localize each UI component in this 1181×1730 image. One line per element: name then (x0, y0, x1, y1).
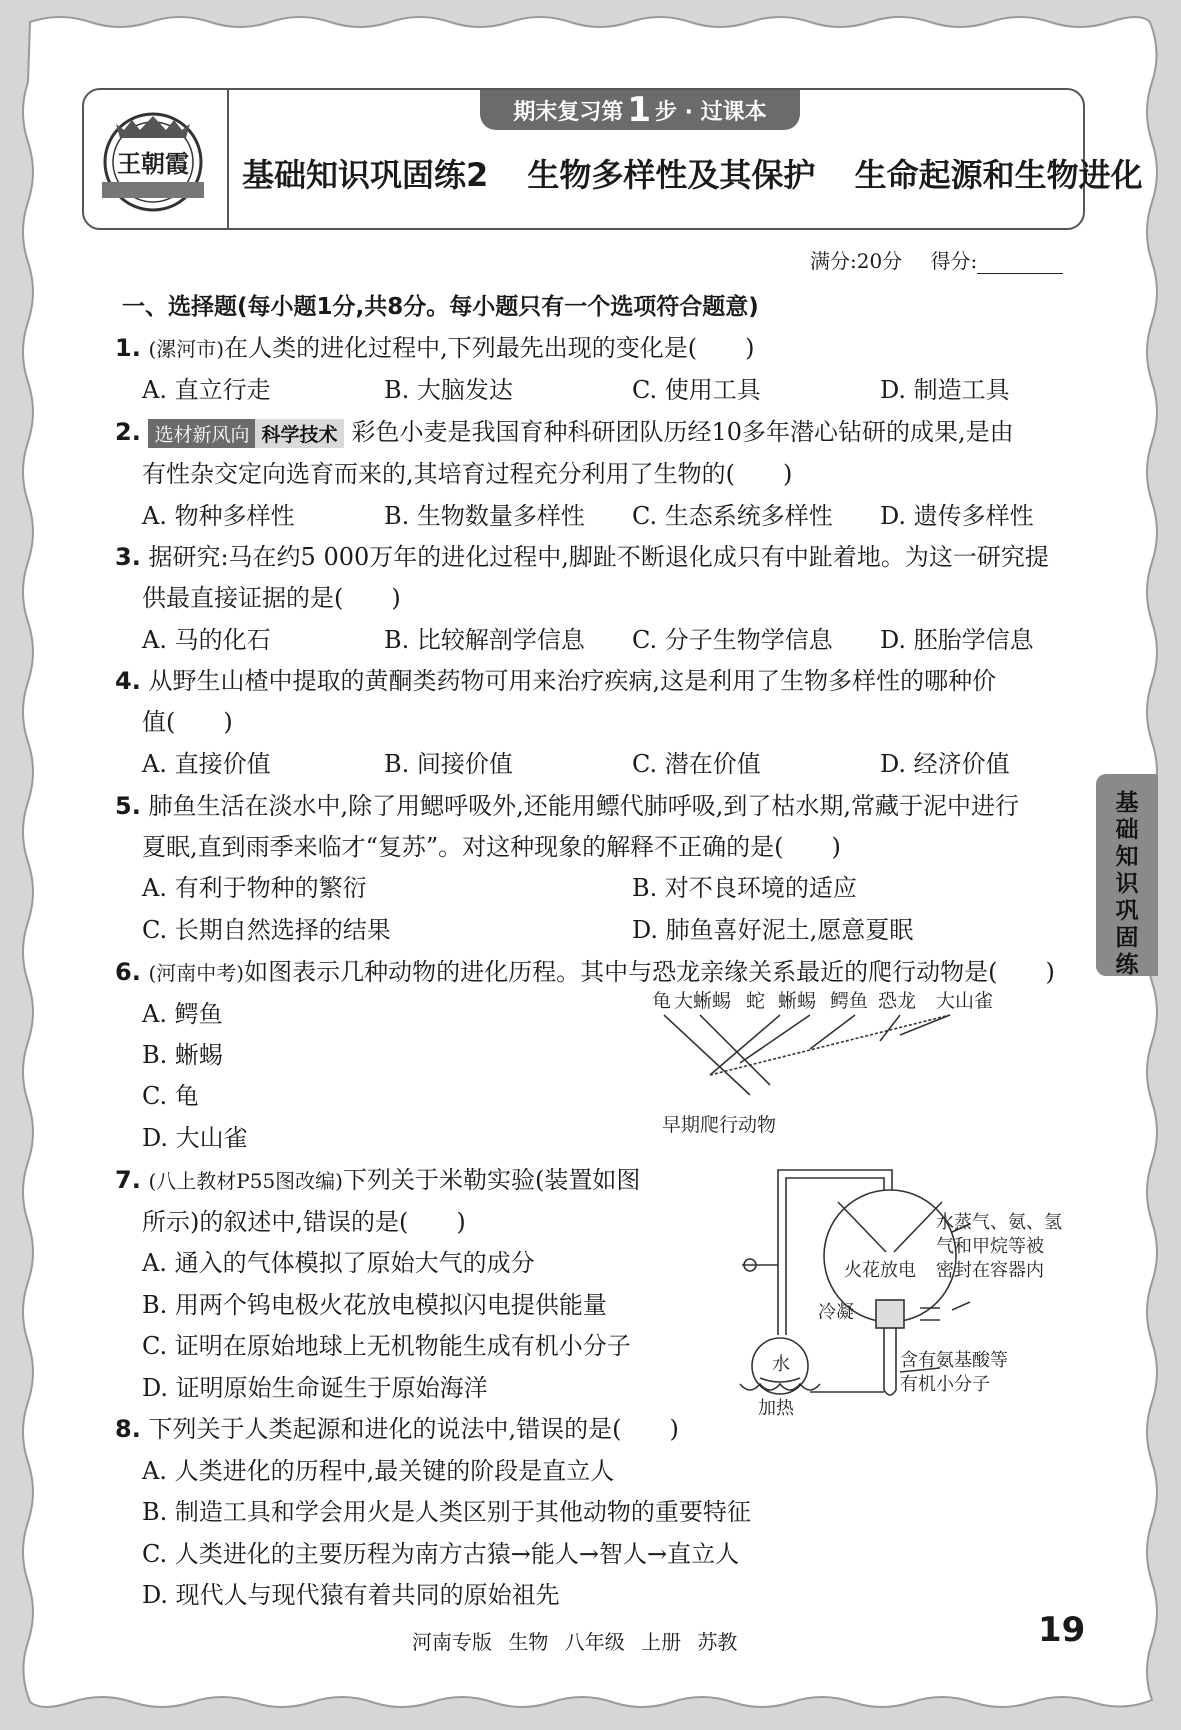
question-3 (115, 537, 1049, 572)
side-char-2: 础 (1115, 817, 1139, 843)
label-gas-1: 水蒸气、氨、氢 (936, 1212, 1062, 1233)
q3-line2: 供最直接证据的是( ) (142, 584, 401, 612)
step-number: 1 (627, 90, 651, 130)
q8-stem: 下列关于人类起源和进化的说法中,错误的是( ) (148, 1415, 679, 1443)
q4-option-d[interactable]: D. 经济价值 (880, 750, 1010, 778)
q4-line2: 值( ) (142, 708, 233, 736)
q1-option-c[interactable]: C. 使用工具 (632, 376, 761, 404)
q6-source: (河南中考) (148, 961, 245, 985)
q2-option-d[interactable]: D. 遗传多样性 (880, 502, 1034, 530)
q2-tag-b: 科学技术 (255, 419, 343, 448)
q8-option-c[interactable]: C. 人类进化的主要历程为南方古猿→能人→智人→直立人 (142, 1540, 740, 1568)
q8-option-b[interactable]: B. 制造工具和学会用火是人类区别于其他动物的重要特征 (142, 1498, 751, 1526)
score-blank[interactable] (977, 251, 1063, 274)
question-1 (115, 328, 754, 363)
q2-option-b[interactable]: B. 生物数量多样性 (384, 502, 585, 530)
step-prefix: 期末复习第 (513, 99, 624, 125)
q6-option-d[interactable]: D. 大山雀 (142, 1124, 248, 1152)
q7-option-c[interactable]: C. 证明在原始地球上无机物能生成有机小分子 (142, 1332, 631, 1360)
question-6 (115, 952, 1055, 987)
tree-label-dinosaur: 恐龙 (878, 990, 917, 1012)
q2-option-c[interactable]: C. 生态系统多样性 (632, 502, 833, 530)
side-char-6: 固 (1115, 925, 1139, 951)
q2-line1: 彩色小麦是我国育种科研团队历经10多年潜心钻研的成果,是由 (351, 418, 1014, 446)
tree-label-turtle: 龟 (652, 990, 672, 1012)
tree-label-lizard: 蜥蜴 (778, 990, 817, 1012)
q3-option-b[interactable]: B. 比较解剖学信息 (384, 626, 585, 654)
q5-option-a[interactable]: A. 有利于物种的繁衍 (142, 874, 367, 902)
q2-line2: 有性杂交定向选育而来的,其培育过程充分利用了生物的( ) (142, 460, 793, 488)
header-divider (227, 90, 229, 228)
q4-number: 4. (115, 667, 141, 695)
q3-option-d[interactable]: D. 胚胎学信息 (880, 626, 1034, 654)
label-spark: 火花放电 (844, 1260, 916, 1281)
logo-text: 王朝霞 (117, 149, 189, 178)
section-title: 一、选择题(每小题1分,共8分。每小题只有一个选项符合题意) (122, 294, 759, 320)
q8-option-a[interactable]: A. 人类进化的历程中,最关键的阶段是直立人 (142, 1457, 615, 1485)
q2-number: 2. (115, 418, 141, 446)
q5-number: 5. (115, 792, 141, 820)
q7-option-a[interactable]: A. 通入的气体模拟了原始大气的成分 (142, 1249, 535, 1277)
label-gas-2: 气和甲烷等被 (936, 1236, 1044, 1257)
q5-line1: 肺鱼生活在淡水中,除了用鳃呼吸外,还能用鳔代肺呼吸,到了枯水期,常藏于泥中进行 (148, 792, 1019, 820)
tree-branches (664, 1015, 950, 1095)
side-char-1: 基 (1115, 790, 1139, 816)
q6-number: 6. (115, 958, 141, 986)
footer-text: 河南专版 生物 八年级 上册 苏教 (412, 1630, 738, 1654)
q4-line1: 从野生山楂中提取的黄酮类药物可用来治疗疾病,这是利用了生物多样性的哪种价 (148, 667, 997, 695)
side-tab-basic-knowledge (1096, 774, 1158, 976)
tree-label-tit: 大山雀 (936, 990, 994, 1012)
page-title (242, 150, 1143, 196)
side-char-5: 巩 (1115, 898, 1139, 924)
label-product-2: 有机小分子 (900, 1374, 990, 1395)
q3-number: 3. (115, 543, 141, 571)
q3-line1: 据研究:马在约5 000万年的进化过程中,脚趾不断退化成只有中趾着地。为这一研究提 (148, 543, 1049, 571)
q1-number: 1. (115, 334, 141, 362)
step-suffix: 步 · 过课本 (655, 99, 767, 125)
title-part1: 基础知识巩固练2 (242, 156, 489, 194)
q7-option-d[interactable]: D. 证明原始生命诞生于原始海洋 (142, 1374, 488, 1402)
label-gas-3: 密封在容器内 (936, 1260, 1044, 1281)
side-char-3: 知 (1115, 844, 1139, 870)
q6-option-a[interactable]: A. 鳄鱼 (142, 1000, 223, 1028)
q4-option-c[interactable]: C. 潜在价值 (632, 750, 761, 778)
header-box (82, 88, 1143, 230)
page-number: 19 (1038, 1610, 1086, 1650)
q6-option-b[interactable]: B. 蜥蜴 (142, 1041, 223, 1069)
question-5 (115, 786, 1019, 821)
title-part2: 生物多样性及其保护 (527, 156, 816, 194)
q7-number: 7. (115, 1166, 141, 1194)
q4-option-b[interactable]: B. 间接价值 (384, 750, 513, 778)
tree-label-big-lizard: 大蜥蜴 (674, 990, 732, 1012)
tree-label-crocodile: 鳄鱼 (830, 990, 869, 1012)
score-line (810, 245, 1063, 274)
q2-tag (148, 419, 343, 448)
q5-option-d[interactable]: D. 肺鱼喜好泥土,愿意夏眠 (632, 916, 914, 944)
q6-option-c[interactable]: C. 龟 (142, 1082, 199, 1110)
question-2 (115, 412, 1014, 448)
q1-stem: 在人类的进化过程中,下列最先出现的变化是( ) (224, 334, 755, 362)
side-char-4: 识 (1115, 871, 1139, 897)
q2-tag-a: 选材新风向 (148, 419, 255, 448)
q2-option-a[interactable]: A. 物种多样性 (142, 502, 295, 530)
q5-line2: 夏眠,直到雨季来临才“复苏”。对这种现象的解释不正确的是( ) (142, 833, 841, 861)
tree-root-label: 早期爬行动物 (662, 1114, 777, 1135)
q1-option-a[interactable]: A. 直立行走 (142, 376, 271, 404)
q8-number: 8. (115, 1415, 141, 1443)
label-heat: 加热 (758, 1398, 794, 1418)
full-score: 满分:20分 (810, 249, 903, 273)
question-8 (115, 1409, 679, 1444)
step-tab (480, 90, 800, 130)
q7-line1: 下列关于米勒实验(装置如图 (342, 1166, 641, 1194)
evolution-tree-figure (650, 985, 1020, 1135)
tree-label-snake: 蛇 (746, 990, 766, 1012)
q8-option-d[interactable]: D. 现代人与现代猿有着共同的原始祖先 (142, 1581, 560, 1609)
q7-option-b[interactable]: B. 用两个钨电极火花放电模拟闪电提供能量 (142, 1291, 607, 1319)
q1-option-d[interactable]: D. 制造工具 (880, 376, 1010, 404)
q6-stem: 如图表示几种动物的进化历程。其中与恐龙亲缘关系最近的爬行动物是( ) (244, 958, 1055, 986)
score-label: 得分: (930, 249, 978, 273)
q1-option-b[interactable]: B. 大脑发达 (384, 376, 513, 404)
q3-option-c[interactable]: C. 分子生物学信息 (632, 626, 833, 654)
q7-source: (八上教材P55图改编) (148, 1169, 343, 1193)
q4-option-a[interactable]: A. 直接价值 (142, 750, 271, 778)
question-4 (115, 661, 996, 696)
q5-option-b[interactable]: B. 对不良环境的适应 (632, 874, 857, 902)
q7-line2: 所示)的叙述中,错误的是( ) (142, 1208, 466, 1236)
side-char-7: 练 (1115, 952, 1139, 978)
q1-source: (漯河市) (148, 337, 225, 361)
title-part3: 生命起源和生物进化 (854, 156, 1143, 194)
label-product-1: 含有氨基酸等 (900, 1350, 1008, 1371)
label-water: 水 (772, 1354, 790, 1375)
q3-option-a[interactable]: A. 马的化石 (142, 626, 271, 654)
miller-apparatus-figure (720, 1160, 1090, 1418)
label-condense: 冷凝 (818, 1302, 854, 1323)
brand-logo (94, 100, 212, 218)
question-7 (115, 1160, 640, 1195)
q5-option-c[interactable]: C. 长期自然选择的结果 (142, 916, 391, 944)
